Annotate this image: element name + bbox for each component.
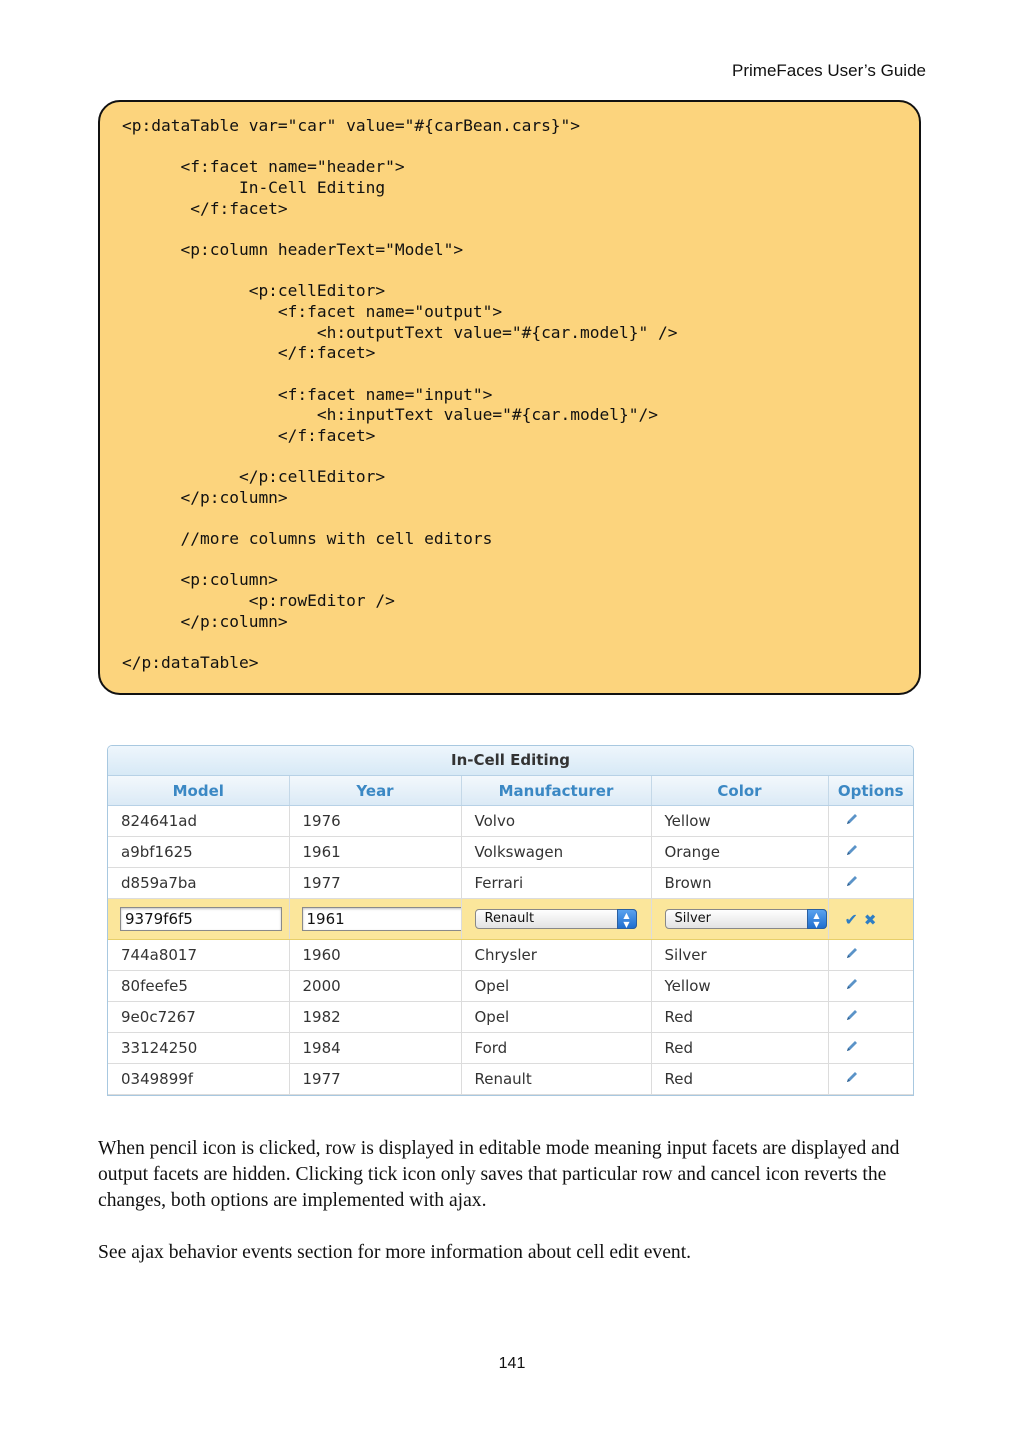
cell-manufacturer: Renault (461, 1064, 651, 1095)
manufacturer-select-value: Renault (484, 911, 535, 926)
datatable-caption: In-Cell Editing (108, 746, 913, 776)
cell-color: Orange (651, 837, 828, 868)
cell-year: 1982 (289, 1002, 461, 1033)
pencil-icon[interactable] (845, 946, 859, 964)
cell-options (828, 837, 913, 868)
cell-model: 824641ad (108, 806, 289, 837)
color-select-value: Silver (674, 911, 712, 926)
code-listing-box (98, 100, 921, 695)
column-header-options: Options (828, 776, 913, 806)
table-row (108, 837, 913, 868)
cell-options (828, 1002, 913, 1033)
cell-color: Red (651, 1033, 828, 1064)
table-row (108, 1064, 913, 1095)
column-header-manufacturer[interactable]: Manufacturer (461, 776, 651, 806)
table-row (108, 940, 913, 971)
cell-manufacturer: Ferrari (461, 868, 651, 899)
cell-year: 1977 (289, 868, 461, 899)
cell-manufacturer: Volvo (461, 806, 651, 837)
cell-color: Yellow (651, 806, 828, 837)
cell-model: 0349899f (108, 1064, 289, 1095)
cell-year: 2000 (289, 971, 461, 1002)
cell-year: 1976 (289, 806, 461, 837)
cell-color: Brown (651, 868, 828, 899)
pencil-icon[interactable] (845, 977, 859, 995)
cancel-icon[interactable]: ✖ (863, 910, 877, 929)
code-listing: <p:dataTable var="car" value="#{carBean.cars}"> <f:facet name="header"> In-Cell Editing </f:facet> <p:column headerText="Model"> <p:cellEditor> <f:facet name="output"> <h:outputText value="#{car.model}" /> </f:facet> <f:facet name="input"> <h:inputText value="#{car.model}"/> </f:facet> </p:cellEditor> </p:column> //more columns with cell editors <p:column> <p:rowEditor /> </p:column> </p:dataTable> (122, 116, 678, 673)
cell-model: d859a7ba (108, 868, 289, 899)
cell-color: Silver (651, 940, 828, 971)
column-header-row (108, 776, 913, 806)
select-arrows-icon: ▲ ▼ (807, 909, 827, 929)
pencil-icon[interactable] (845, 1070, 859, 1088)
body-paragraph-1: When pencil icon is clicked, row is displayed in editable mode meaning input facets are displayed and output facets are hidden. Clicking tick icon only saves that particular row and cancel icon reverts the changes, both options are implemented with ajax. (98, 1138, 900, 1211)
column-header-model[interactable]: Model (108, 776, 289, 806)
table-row (108, 1033, 913, 1064)
cell-model: a9bf1625 (108, 837, 289, 868)
cell-options (828, 1033, 913, 1064)
running-head: PrimeFaces User’s Guide (732, 61, 926, 80)
cell-year: 1961 (289, 837, 461, 868)
table-row (108, 971, 913, 1002)
pencil-icon[interactable] (845, 1039, 859, 1057)
cell-options (828, 899, 913, 940)
pencil-icon[interactable] (845, 1008, 859, 1026)
column-header-color[interactable]: Color (651, 776, 828, 806)
cell-color: Red (651, 1002, 828, 1033)
cell-manufacturer: Opel (461, 1002, 651, 1033)
pencil-icon[interactable] (845, 812, 859, 830)
datatable-grid (108, 776, 913, 1095)
cell-model (108, 899, 289, 940)
select-arrows-icon: ▲ ▼ (617, 909, 637, 929)
manufacturer-select[interactable] (475, 909, 637, 929)
table-row (108, 1002, 913, 1033)
in-cell-editing-datatable (107, 745, 914, 1096)
cell-color: Yellow (651, 971, 828, 1002)
cell-manufacturer: Chrysler (461, 940, 651, 971)
cell-year: 1984 (289, 1033, 461, 1064)
page-number: 141 (498, 1355, 526, 1372)
cell-model: 80feefe5 (108, 971, 289, 1002)
cell-year: 1960 (289, 940, 461, 971)
cell-color (651, 899, 828, 940)
year-input[interactable] (302, 907, 462, 931)
table-row-editing (108, 899, 913, 940)
cell-options (828, 940, 913, 971)
cell-color: Red (651, 1064, 828, 1095)
cell-options (828, 1064, 913, 1095)
column-header-year[interactable]: Year (289, 776, 461, 806)
check-icon[interactable]: ✔ (844, 909, 858, 929)
cell-options (828, 868, 913, 899)
pencil-icon[interactable] (845, 843, 859, 861)
cell-year: 1977 (289, 1064, 461, 1095)
pencil-icon[interactable] (845, 874, 859, 892)
model-input[interactable] (120, 907, 282, 931)
cell-model: 744a8017 (108, 940, 289, 971)
table-row (108, 868, 913, 899)
cell-options (828, 806, 913, 837)
cell-manufacturer (461, 899, 651, 940)
cell-manufacturer: Opel (461, 971, 651, 1002)
cell-options (828, 971, 913, 1002)
color-select[interactable] (665, 909, 827, 929)
table-row (108, 806, 913, 837)
cell-year (289, 899, 461, 940)
cell-model: 9e0c7267 (108, 1002, 289, 1033)
cell-manufacturer: Volkswagen (461, 837, 651, 868)
body-paragraph-2: See ajax behavior events section for more information about cell edit event. (98, 1242, 692, 1263)
cell-model: 33124250 (108, 1033, 289, 1064)
cell-manufacturer: Ford (461, 1033, 651, 1064)
